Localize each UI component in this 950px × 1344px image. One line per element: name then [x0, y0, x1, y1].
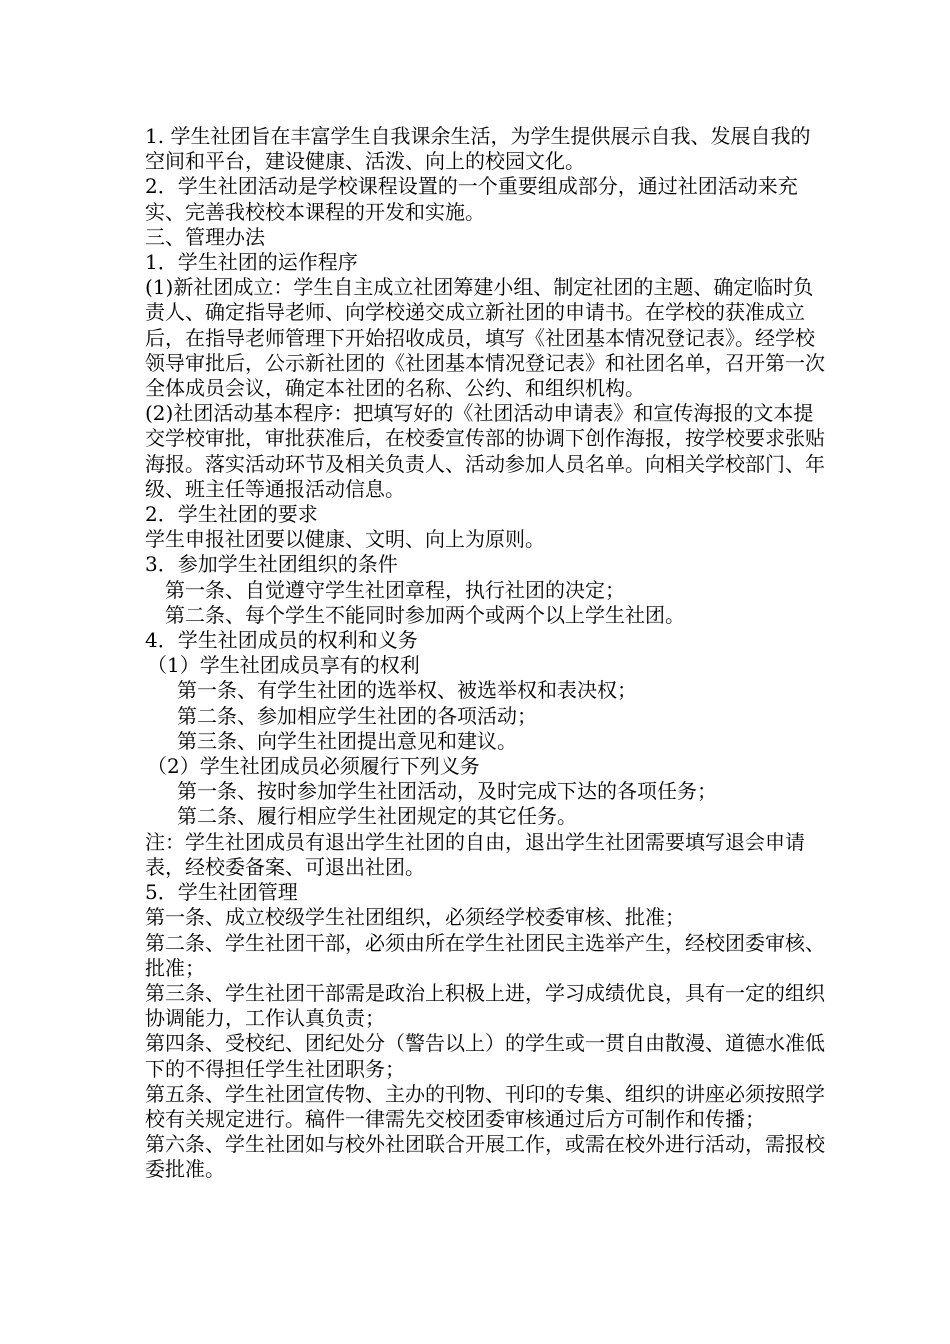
rights-item-1: 第一条、有学生社团的选举权、被选举权和表决权；: [177, 678, 637, 703]
management-item-4: 第四条、受校纪、团纪处分（警告以上）的学生或一贯自由散漫、道德水准低下的不得担任学生社团职务；: [145, 1031, 825, 1081]
rights-heading: （1）学生社团成员享有的权利: [147, 653, 420, 678]
condition-item-2: 第二条、每个学生不能同时参加两个或两个以上学生社团。: [165, 602, 685, 627]
duties-item-1: 第一条、按时参加学生社团活动，及时完成下达的各项任务；: [177, 779, 717, 804]
duties-item-2: 第二条、履行相应学生社团规定的其它任务。: [177, 804, 577, 829]
management-item-1: 第一条、成立校级学生社团组织，必须经学校委审核、批准；: [145, 905, 685, 930]
management-item-2: 第二条、学生社团干部，必须由所在学生社团民主选举产生，经校团委审核、批准；: [145, 930, 825, 980]
paragraph-new-club-establishment: (1)新社团成立：学生自主成立社团筹建小组、制定社团的主题、确定临时负责人、确定指导老师、向学校递交成立新社团的申请书。在学校的获准成立后，在指导老师管理下开始招收成员，填写《社团基本情况登记表》。经学校领导审批后，公示新社团的《社团基本情况登记表》和社团名单，召开第一次全体成员会议，确定本社团的名称、公约、和组织机构。: [145, 275, 825, 401]
paragraph-purpose-1: 1. 学生社团旨在丰富学生自我课余生活，为学生提供展示自我、发展自我的空间和平台，建设健康、活泼、向上的校园文化。: [145, 124, 811, 174]
document-body: [145, 124, 825, 1183]
paragraph-purpose-2: 2．学生社团活动是学校课程设置的一个重要组成部分，通过社团活动来充实、完善我校校本课程的开发和实施。: [145, 174, 798, 224]
subheading-join-conditions: 3．参加学生社团组织的条件: [145, 552, 398, 577]
paragraph-activity-procedure: (2)社团活动基本程序：把填写好的《社团活动申请表》和宣传海报的文本提交学校审批，审批获准后，在校委宣传部的协调下创作海报，按学校要求张贴海报。落实活动环节及相关负责人、活动参加人员名单。向相关学校部门、年级、班主任等通报活动信息。: [145, 401, 825, 501]
subheading-rights-duties: 4．学生社团成员的权利和义务: [145, 628, 418, 653]
subheading-requirements: 2．学生社团的要求: [145, 502, 318, 527]
management-item-5: 第五条、学生社团宣传物、主办的刊物、刊印的专集、组织的讲座必须按照学校有关规定进行。稿件一律需先交校团委审核通过后方可制作和传播；: [145, 1081, 825, 1131]
condition-item-1: 第一条、自觉遵守学生社团章程，执行社团的决定；: [165, 577, 625, 602]
paragraph-requirements: 学生申报社团要以健康、文明、向上为原则。: [145, 527, 545, 552]
rights-item-2: 第二条、参加相应学生社团的各项活动；: [177, 703, 537, 728]
subheading-club-management: 5．学生社团管理: [145, 880, 298, 905]
section-heading-management: 三、管理办法: [145, 224, 265, 249]
management-item-3: 第三条、学生社团干部需是政治上积极上进，学习成绩优良，具有一定的组织协调能力，工作认真负责；: [145, 980, 825, 1031]
duties-heading: （2）学生社团成员必须履行下列义务: [147, 754, 480, 779]
subheading-operation-procedure: 1．学生社团的运作程序: [145, 250, 358, 275]
rights-item-3: 第三条、向学生社团提出意见和建议。: [177, 728, 517, 753]
note-withdrawal: 注：学生社团成员有退出学生社团的自由，退出学生社团需要填写退会申请表，经校委备案、可退出社团。: [145, 829, 805, 879]
management-item-6: 第六条、学生社团如与校外社团联合开展工作，或需在校外进行活动，需报校委批准。: [145, 1132, 825, 1182]
